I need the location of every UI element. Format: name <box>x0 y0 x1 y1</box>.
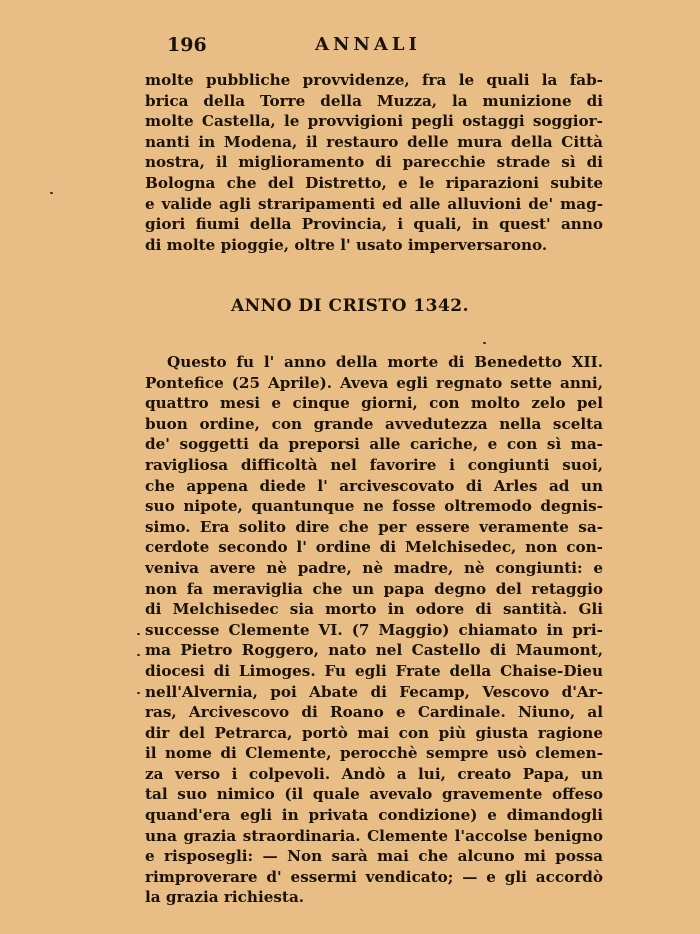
page-header <box>145 32 605 58</box>
ink-speck <box>483 342 486 344</box>
paragraph-main <box>145 352 603 908</box>
text-line: veniva avere nè padre, nè madre, nè congiunti: e <box>145 558 603 577</box>
text-line: quand'era egli in privata condizione) e dimandogli <box>145 806 603 825</box>
text-line: buon ordine, con grande avvedutezza nella scelta <box>145 414 603 433</box>
running-head: ANNALI <box>315 34 421 55</box>
text-line: brica della Torre della Muzza, la munizione di <box>145 91 603 110</box>
ink-speck <box>137 654 140 656</box>
text-line: giori fiumi della Provincia, i quali, in quest' anno <box>145 215 603 234</box>
text-line: dir del Petrarca, portò mai con più giusta ragione <box>145 723 603 742</box>
text-line: successe Clemente VI. (7 Maggio) chiamato in pri- <box>145 620 603 639</box>
text-line: il nome di Clemente, perocchè sempre usò clemen- <box>145 744 603 763</box>
text-line: ras, Arcivescovo di Roano e Cardinale. Niuno, al <box>145 703 603 722</box>
text-line: simo. Era solito dire che per essere veramente sa- <box>145 517 603 536</box>
text-line: za verso i colpevoli. Andò a lui, creato Papa, un <box>145 764 603 783</box>
ink-speck <box>50 192 53 194</box>
text-line: di Melchisedec sia morto in odore di santità. Gli <box>145 600 603 619</box>
ink-speck <box>137 633 140 635</box>
text-line: quattro mesi e cinque giorni, con molto zelo pel <box>145 394 603 413</box>
text-line: de' soggetti da preporsi alle cariche, e con sì ma- <box>145 435 603 454</box>
text-line: ravigliosa difficoltà nel favorire i congiunti suoi, <box>145 455 603 474</box>
text-line: molte Castella, le provvigioni pegli ostaggi soggior- <box>145 112 603 131</box>
text-line: rimproverare d' essermi vendicato; — e gli accordò <box>145 867 603 886</box>
text-line: e risposegli: — Non sarà mai che alcuno mi possa <box>145 847 603 866</box>
text-line: Pontefice (25 Aprile). Aveva egli regnato sette anni, <box>145 373 603 392</box>
paragraph-continued <box>145 70 603 255</box>
text-line: nostra, il miglioramento di parecchie strade sì di <box>145 153 603 172</box>
text-line: tal suo nimico (il quale avevalo gravemente offeso <box>145 785 603 804</box>
section-heading: ANNO DI CRISTO 1342. <box>230 296 470 316</box>
text-line: una grazia straordinaria. Clemente l'accolse benigno <box>145 826 603 845</box>
text-line: molte pubbliche provvidenze, fra le quali la fab- <box>145 71 603 89</box>
text-line: nell'Alvernia, poi Abate di Fecamp, Vescovo d'Ar- <box>145 682 603 701</box>
ink-speck <box>137 692 140 694</box>
text-line: nanti in Modena, il restauro delle mura della Città <box>145 132 603 151</box>
text-line: la grazia richiesta. <box>145 888 305 907</box>
text-line: Bologna che del Distretto, e le riparazioni subite <box>145 173 603 192</box>
text-line: e valide agli straripamenti ed alle alluvioni de' mag- <box>145 194 603 213</box>
page-number: 196 <box>167 34 207 56</box>
text-line: di molte pioggie, oltre l' usato imperversarono. <box>145 235 548 254</box>
text-line: suo nipote, quantunque ne fosse oltremodo degnis- <box>145 497 603 516</box>
text-line: cerdote secondo l' ordine di Melchisedec, non con- <box>145 538 603 557</box>
text-line: Questo fu l' anno della morte di Benedetto XII. <box>167 353 603 371</box>
text-line: ma Pietro Roggero, nato nel Castello di Maumont, <box>145 641 603 660</box>
text-line: non fa meraviglia che un papa degno del retaggio <box>145 579 603 598</box>
text-line: diocesi di Limoges. Fu egli Frate della Chaise-Dieu <box>145 661 603 680</box>
text-line: che appena diede l' arcivescovato di Arles ad un <box>145 476 603 495</box>
